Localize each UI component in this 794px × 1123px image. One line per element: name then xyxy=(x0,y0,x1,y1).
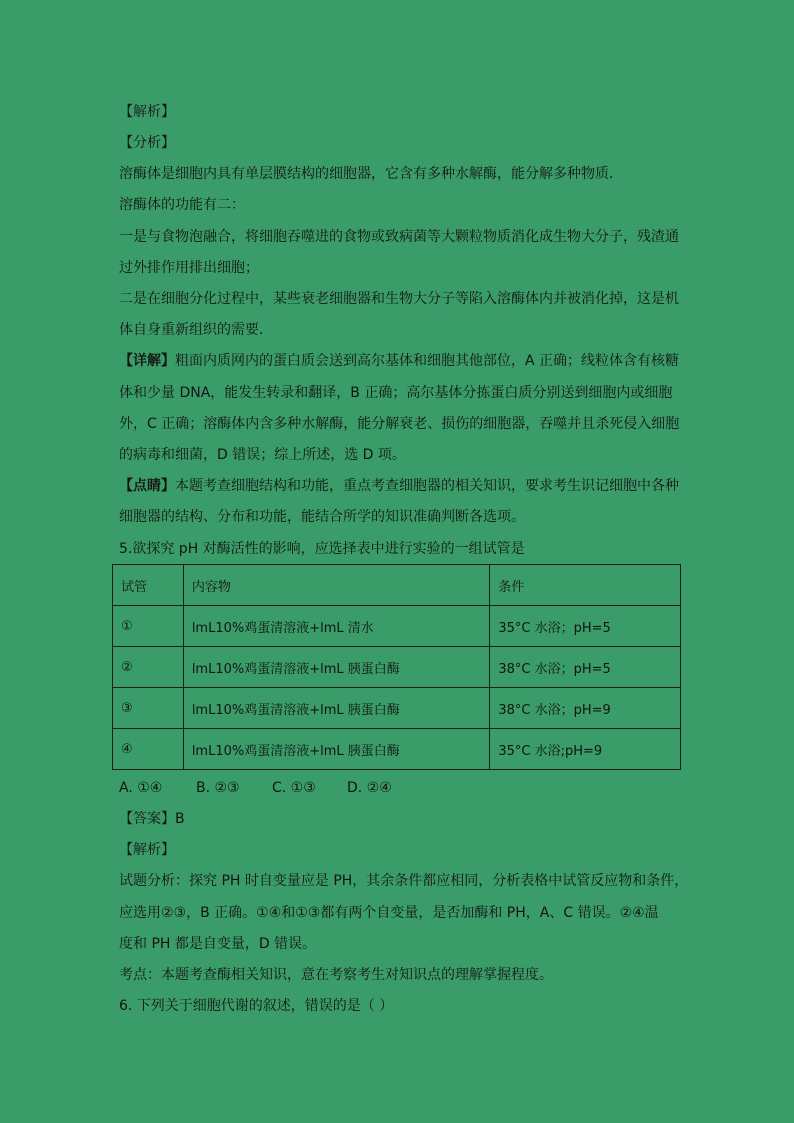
paragraph-text: 本题考查细胞结构和功能，重点考查细胞器的相关知识，要求考生识记细胞中各种 xyxy=(175,478,679,494)
option-a: A. ①④ xyxy=(119,780,163,796)
table-cell: ① xyxy=(113,606,184,647)
paragraph-text: 度和 PH 都是自变量，D 错误。 xyxy=(119,936,317,952)
paragraph-text: 一是与食物泡融合，将细胞吞噬进的食物或致病菌等大颗粒物质消化成生物大分子，残渣通 xyxy=(119,229,679,245)
table-cell: ③ xyxy=(113,688,184,729)
table-header-cell: 内容物 xyxy=(183,565,490,606)
key-point xyxy=(119,476,679,496)
question-5: 5.欲探究 pH 对酶活性的影响，应选择表中进行实验的一组试管是 xyxy=(119,541,525,557)
table-cell: ② xyxy=(113,647,184,688)
paragraph-text: 外，C 正确；溶酶体内含多种水解酶，能分解衰老、损伤的细胞器，吞噬并且杀死侵入细胞 xyxy=(119,416,680,432)
table-cell: lmL10%鸡蛋清溶液+lmL 胰蛋白酶 xyxy=(183,688,490,729)
paragraph-text: 粗面内质网内的蛋白质会送到高尔基体和细胞其他部位，A 正确；线粒体含有核糖 xyxy=(175,353,680,369)
option-d: D. ②④ xyxy=(347,780,392,796)
label-dianjing: 【点睛】 xyxy=(119,478,175,494)
paragraph-text: 试题分析：探究 PH 时自变量应是 PH，其余条件都应相同，分析表格中试管反应物和条件， xyxy=(119,873,689,889)
table-cell: lmL10%鸡蛋清溶液+lmL 清水 xyxy=(183,606,490,647)
table-cell: ④ xyxy=(113,729,184,770)
answer-options xyxy=(119,778,679,798)
table-header-cell: 条件 xyxy=(490,565,681,606)
table-cell: 35°C 水浴；pH=5 xyxy=(490,606,681,647)
paragraph-text: 溶酶体的功能有二： xyxy=(119,197,245,213)
table-row xyxy=(113,688,681,729)
table-cell: 35°C 水浴;pH=9 xyxy=(490,729,681,770)
test-point: 考点：本题考查酶相关知识，意在考察考生对知识点的理解掌握程度。 xyxy=(119,967,553,983)
question-6: 6. 下列关于细胞代谢的叙述，错误的是（ ） xyxy=(119,998,394,1014)
paragraph-text: 体自身重新组织的需要． xyxy=(119,322,273,338)
paragraph-text: 体和少量 DNA，能发生转录和翻译，B 正确；高尔基体分拣蛋白质分别送到细胞内或细胞 xyxy=(119,385,673,401)
option-b: B. ②③ xyxy=(196,780,240,796)
section-heading-jiexi: 【解析】 xyxy=(119,104,175,120)
option-c: C. ①③ xyxy=(272,780,316,796)
experiment-table xyxy=(112,564,681,770)
table-cell: lmL10%鸡蛋清溶液+lmL 胰蛋白酶 xyxy=(183,647,490,688)
table-row xyxy=(113,729,681,770)
detailed-explanation xyxy=(119,351,679,371)
table-row xyxy=(113,606,681,647)
table-cell: 38°C 水浴；pH=5 xyxy=(490,647,681,688)
paragraph-text: 应选用②③，B 正确。①④和①③都有两个自变量，是否加酶和 PH，A、C 错误。②④温 xyxy=(119,905,659,921)
answer-line: 【答案】B xyxy=(119,811,185,827)
table-cell: lmL10%鸡蛋清溶液+lmL 胰蛋白酶 xyxy=(183,729,490,770)
paragraph-text: 过外排作用排出细胞； xyxy=(119,260,259,276)
paragraph-text: 溶酶体是细胞内具有单层膜结构的细胞器，它含有多种水解酶，能分解多种物质． xyxy=(119,166,623,182)
paragraph-text: 的病毒和细菌，D 错误；综上所述，选 D 项。 xyxy=(119,447,406,463)
label-xiangjie: 【详解】 xyxy=(119,353,175,369)
paragraph-text: 细胞器的结构、分布和功能，能结合所学的知识准确判断各选项。 xyxy=(119,509,525,525)
paragraph-text: 二是在细胞分化过程中，某些衰老细胞器和生物大分子等陷入溶酶体内并被消化掉，这是机 xyxy=(119,291,679,307)
table-cell: 38°C 水浴；pH=9 xyxy=(490,688,681,729)
section-heading-jiexi: 【解析】 xyxy=(119,842,175,858)
table-row xyxy=(113,647,681,688)
table-header-row xyxy=(113,565,681,606)
table-header-cell: 试管 xyxy=(113,565,184,606)
section-heading-fenxi: 【分析】 xyxy=(119,135,175,151)
